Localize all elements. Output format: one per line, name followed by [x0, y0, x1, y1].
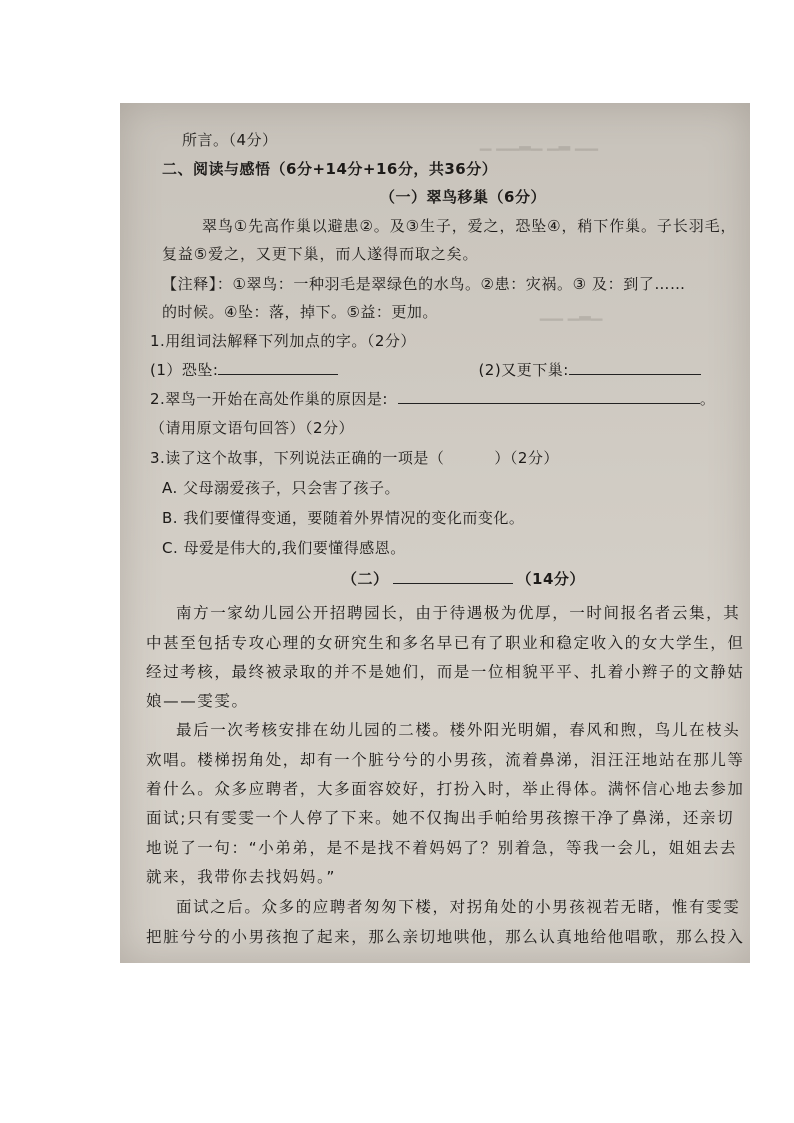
subsection-2-score: （14分）	[516, 570, 585, 588]
question-1: 1.用组词法解释下列加点的字。（2分）	[150, 332, 416, 350]
scanned-page-photo	[120, 103, 750, 963]
line-0: 所言。（4分）	[182, 131, 278, 149]
passage-line-3: 经过考核，最终被录取的并不是她们，而是一位相貌平平、扎着小辫子的文静姑	[146, 663, 745, 681]
passage-line-4: 娘——雯雯。	[146, 692, 249, 710]
q1-item-2-label: (2)又更下巢:	[478, 361, 569, 379]
passage-line-10: 就来，我带你去找妈妈。”	[146, 868, 336, 886]
option-a[interactable]: A. 父母溺爱孩子，只会害了孩子。	[162, 479, 401, 497]
question-2	[150, 388, 715, 409]
subsection-2-number: （二）	[342, 570, 389, 588]
question-1-items	[150, 359, 701, 380]
question-2-instruction: （请用原文语句回答）（2分）	[150, 419, 355, 437]
bleed-through-2: ▁▂▁ ▁▁	[540, 303, 603, 321]
annotation-line-1: 【注释】：①翠鸟：一种羽毛是翠绿色的水鸟。②患：灾祸。③ 及：到了……	[162, 275, 686, 293]
question-2-blank[interactable]	[398, 389, 700, 404]
question-2-text: 2.翠鸟一开始在高处作巢的原因是:	[150, 390, 388, 408]
section-heading: 二、阅读与感悟（6分+14分+16分，共36分）	[162, 160, 498, 178]
passage-line-8: 面试;只有雯雯一个人停了下来。她不仅掏出手帕给男孩擦干净了鼻涕，还亲切	[146, 809, 735, 827]
option-c[interactable]: C. 母爱是伟大的,我们要懂得感恩。	[162, 539, 406, 557]
passage-line-11: 面试之后。众多的应聘者匆匆下楼，对拐角处的小男孩视若无睹，惟有雯雯	[176, 898, 741, 916]
annotation-line-2: 的时候。④坠：落，掉下。⑤益：更加。	[162, 303, 438, 321]
passage-line-2: 中甚至包括专攻心理的女研究生和多名早已有了职业和稳定收入的女大学生，但	[146, 634, 745, 652]
q1-item-2-blank[interactable]	[569, 360, 701, 375]
question-3	[150, 447, 559, 468]
passage-line-5: 最后一次考核安排在幼儿园的二楼。楼外阳光明媚，春风和煦，鸟儿在枝头	[176, 721, 741, 739]
q1-item-1-blank[interactable]	[218, 360, 338, 375]
passage-line-9: 地说了一句：“小弟弟，是不是找不着妈妈了？别着急，等我一会儿，姐姐去去	[146, 839, 738, 857]
question-2-end: 。	[699, 390, 716, 408]
classical-text-line-2: 复益⑤爱之，又更下巢，而人遂得而取之矣。	[162, 245, 479, 263]
subsection-2-title-blank[interactable]	[393, 569, 513, 584]
subsection-title-2	[342, 568, 585, 589]
passage-line-12: 把脏兮兮的小男孩抱了起来，那么亲切地哄他，那么认真地给他唱歌，那么投入	[146, 928, 745, 946]
bleed-through-1: ▁▁ ▂▁ ▁▂▁▁ ▁	[480, 133, 599, 151]
passage-line-1: 南方一家幼儿园公开招聘园长，由于待遇极为优厚，一时间报名者云集，其	[176, 604, 741, 622]
option-b[interactable]: B. 我们要懂得变通，要随着外界情况的变化而变化。	[162, 509, 525, 527]
question-3-text: 3.读了这个故事，下列说法正确的一项是（	[150, 449, 445, 467]
classical-text-line-1: 翠鸟①先高作巢以避患②。及③生子，爱之，恐坠④，稍下作巢。子长羽毛，	[202, 217, 737, 235]
passage-line-7: 着什么。众多应聘者，大多面容姣好，打扮入时，举止得体。满怀信心地去参加	[146, 780, 745, 798]
subsection-title-1: （一）翠鸟移巢（6分）	[380, 188, 546, 206]
q1-item-1-label: (1）恐坠:	[150, 361, 219, 379]
question-3-score: ）（2分）	[494, 449, 559, 467]
passage-line-6: 欢唱。楼梯拐角处，却有一个脏兮兮的小男孩，流着鼻涕，泪汪汪地站在那儿等	[146, 751, 745, 769]
